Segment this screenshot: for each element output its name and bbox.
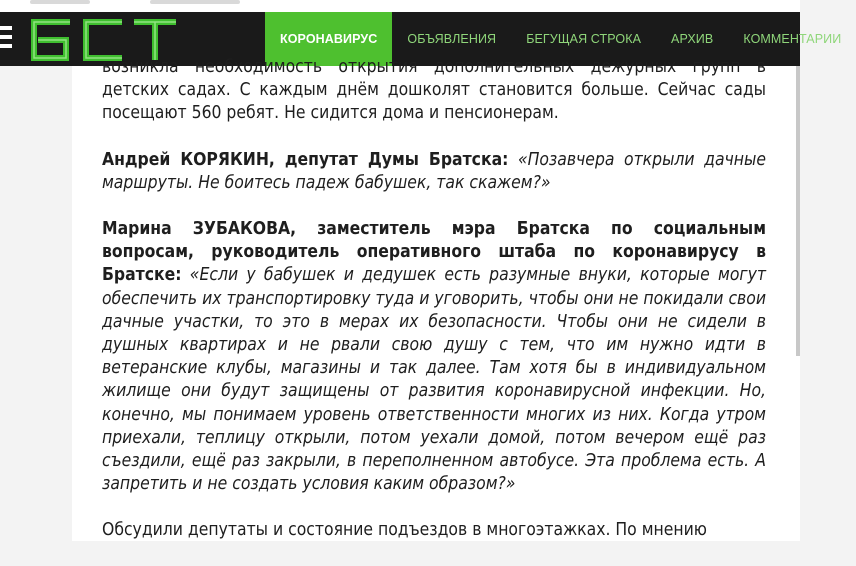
nav-item-comments[interactable]: КОММЕНТАРИИ (743, 32, 842, 46)
speaker-name: Марина ЗУБАКОВА, заместитель мэра Братска по социальным вопросам, руководитель оперативного штаба по коронавирусу в Братске: (102, 219, 766, 286)
quote-text: «Позавчера открыли дачные маршруты. Не боитесь падеж бабушек, так скажем?» (102, 149, 766, 193)
cropped-tab (150, 0, 240, 4)
quote-text: «Если у бабушек и дедушек есть разумные внуки, которые могут обеспечить их транспортировку туда и уговорить, чтобы они не покидали свои дачные участки, то это в мерах их безопасности. Чтобы они не сидели в душных квартирах и не рвали свою душу с тем, что им нужно идти в ветеранские клубы, магазины и так далее. Там хотя бы в индивидуальном жилище они будут защищены от развития коронавирусной инфекции. Но, конечно, мы понимаем уровень ответственности многих из них. Когда утром приехали, теплицу открыли, потом уехали домой, потом вечером ещё раз съездили, ещё раз закрыли, в переполненном автобусе. Эта проблема есть. А запретить и не создать условия каким образом?» (102, 265, 766, 495)
article-paragraph (102, 218, 766, 496)
menu-icon[interactable] (0, 26, 14, 52)
nav-item-archive[interactable]: АРХИВ (671, 32, 714, 46)
nav-item-ticker[interactable]: БЕГУЩАЯ СТРОКА (526, 32, 642, 46)
speaker-name: Андрей КОРЯКИН, депутат Думы Братска: (102, 149, 509, 170)
nav-item-coronavirus[interactable]: КОРОНАВИРУС (265, 12, 392, 66)
logo-text: БСТ (26, 16, 28, 17)
browser-top-strip (0, 0, 800, 12)
nav-item-ads[interactable]: ОБЪЯВЛЕНИЯ (407, 32, 497, 46)
article-paragraph (102, 149, 766, 195)
scrollbar[interactable] (796, 66, 800, 356)
article-paragraph: возникла необходимость открытия дополнительных дежурных групп в детских садах. С каждым днём дошколят становится больше. Сейчас сады посещают 560 ребят. Не сидится дома и пенсионерам. (102, 57, 766, 124)
article-container (72, 57, 800, 541)
cropped-tab (30, 0, 90, 4)
article-body (102, 56, 766, 566)
article-paragraph: Обсудили депутаты и состояние подъездов в многоэтажках. По мнению (102, 520, 707, 541)
